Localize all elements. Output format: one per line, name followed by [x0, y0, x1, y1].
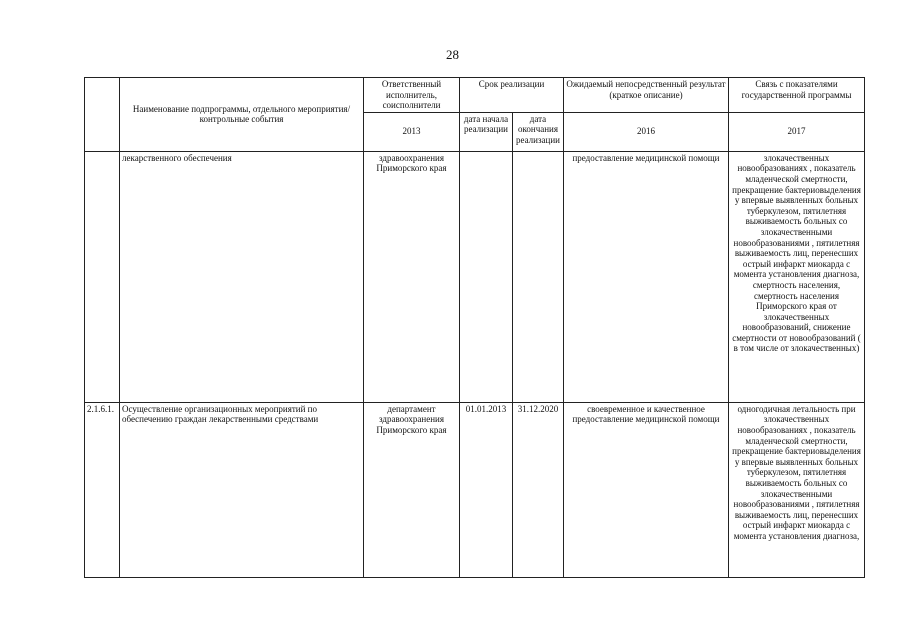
header-year-2016: 2016 — [564, 112, 729, 151]
page-number: 28 — [446, 47, 459, 62]
header-year-2017: 2017 — [729, 112, 865, 151]
header-result: Ожидаемый непосредственный результат (краткое описание) — [564, 78, 729, 113]
row-link: злокачественных новообразованиях , показатель младенческой смертности, прекращение бактериовыделения у впервые выявленных больных туберкулезом, пятилетняя выживаемость больных со злокачественными новообразованиями , пятилетняя выживаемость лиц, перенесших острый инфаркт миокарда с момента установления диагноза, смертность населения, смертность населения Приморского края от злокачественных новообразований, снижение смертности от новообразований ( в том числе от злокачественных) — [729, 151, 865, 402]
header-link: Связь с показателями государственной программы — [729, 78, 865, 113]
row-link: одногодичная летальность при злокачественных новообразованиях , показатель младенческой смертности, прекращение бактериовыделения у впервые выявленных больных туберкулезом, пятилетняя выживаемость больных со злокачественными новообразованиями , пятилетняя выживаемость лиц, перенесших острый инфаркт миокарда с момента установления диагноза, — [729, 402, 865, 577]
header-year-2013: 2013 — [364, 112, 460, 151]
row-num — [85, 151, 120, 402]
row-start — [460, 151, 513, 402]
row-responsible: здравоохранения Приморского края — [364, 151, 460, 402]
header-name: Наименование подпрограммы, отдельного мероприятия/контрольные события — [120, 78, 364, 152]
row-end: 31.12.2020 — [513, 402, 564, 577]
row-end — [513, 151, 564, 402]
row-name: лекарственного обеспечения — [120, 151, 364, 402]
table-row — [85, 402, 865, 577]
header-end-date: дата окончания реализации — [513, 112, 564, 151]
header-num-cell — [85, 78, 120, 152]
header-start-date: дата начала реализации — [460, 112, 513, 151]
header-responsible: Ответственный исполнитель, соисполнители — [364, 78, 460, 113]
table-row — [85, 151, 865, 402]
row-result: предоставление медицинской помощи — [564, 151, 729, 402]
row-responsible: департамент здравоохранения Приморского края — [364, 402, 460, 577]
header-term: Срок реализации — [460, 78, 564, 113]
program-table — [84, 77, 865, 578]
row-start: 01.01.2013 — [460, 402, 513, 577]
row-name: Осуществление организационных мероприятий по обеспечению граждан лекарственными средствами — [120, 402, 364, 577]
row-result: своевременное и качественное предоставление медицинской помощи — [564, 402, 729, 577]
row-num: 2.1.6.1. — [85, 402, 120, 577]
